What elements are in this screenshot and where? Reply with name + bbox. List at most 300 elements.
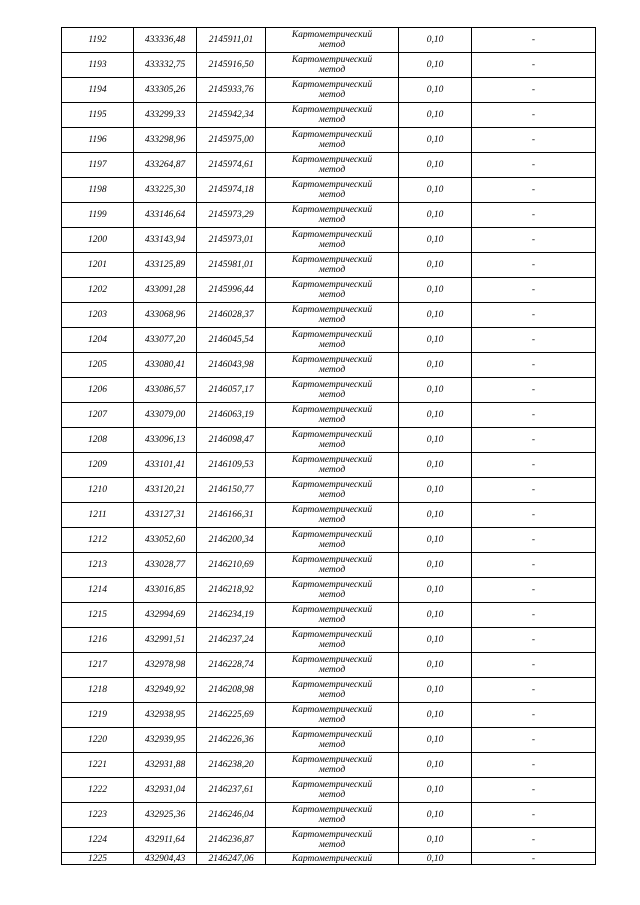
x-coordinate-cell: 433305,26: [134, 78, 197, 103]
point-number-cell: 1203: [62, 303, 134, 328]
method-line-2: метод: [318, 740, 346, 750]
accuracy-cell: 0,10: [399, 453, 472, 478]
table-row: [62, 528, 596, 553]
x-coordinate-cell: 432939,95: [134, 728, 197, 753]
point-number-cell: 1219: [62, 703, 134, 728]
method-line-2: метод: [318, 340, 346, 350]
accuracy-cell: 0,10: [399, 578, 472, 603]
table-row: [62, 803, 596, 828]
method-cell: [266, 728, 399, 753]
table-row: [62, 653, 596, 678]
y-coordinate-cell: 2145981,01: [197, 253, 266, 278]
y-coordinate-cell: 2146063,19: [197, 403, 266, 428]
point-number-cell: 1194: [62, 78, 134, 103]
accuracy-cell: 0,10: [399, 78, 472, 103]
table-row: [62, 28, 596, 53]
method-line-2: метод: [318, 315, 346, 325]
x-coordinate-cell: 433077,20: [134, 328, 197, 353]
point-number-cell: 1208: [62, 428, 134, 453]
method-cell: [266, 428, 399, 453]
point-number-cell: 1222: [62, 778, 134, 803]
y-coordinate-cell: 2145933,76: [197, 78, 266, 103]
point-number-cell: 1211: [62, 503, 134, 528]
method-line-1: Картометрический: [291, 630, 373, 640]
accuracy-cell: 0,10: [399, 278, 472, 303]
y-coordinate-cell: 2146237,24: [197, 628, 266, 653]
table-row: [62, 228, 596, 253]
table-row: [62, 103, 596, 128]
method-line-2: метод: [318, 140, 346, 150]
method-cell: [266, 453, 399, 478]
x-coordinate-cell: 433016,85: [134, 578, 197, 603]
x-coordinate-cell: 433101,41: [134, 453, 197, 478]
method-line-2: метод: [318, 440, 346, 450]
accuracy-cell: 0,10: [399, 53, 472, 78]
x-coordinate-cell: 433028,77: [134, 553, 197, 578]
method-line-2: метод: [318, 715, 346, 725]
x-coordinate-cell: 433091,28: [134, 278, 197, 303]
coordinates-table-body: [62, 28, 596, 865]
accuracy-cell: 0,10: [399, 378, 472, 403]
x-coordinate-cell: 432931,04: [134, 778, 197, 803]
method-cell: [266, 503, 399, 528]
method-line-1: Картометрический: [291, 455, 373, 465]
y-coordinate-cell: 2146057,17: [197, 378, 266, 403]
accuracy-cell: 0,10: [399, 28, 472, 53]
accuracy-cell: 0,10: [399, 678, 472, 703]
method-line-2: метод: [318, 765, 346, 775]
y-coordinate-cell: 2145975,00: [197, 128, 266, 153]
accuracy-cell: 0,10: [399, 178, 472, 203]
method-line-2: метод: [318, 90, 346, 100]
accuracy-cell: 0,10: [399, 553, 472, 578]
point-number-cell: 1215: [62, 603, 134, 628]
point-number-cell: 1192: [62, 28, 134, 53]
method-line-2: метод: [318, 465, 346, 475]
note-cell: -: [472, 303, 596, 328]
method-line-2: метод: [318, 515, 346, 525]
y-coordinate-cell: 2146098,47: [197, 428, 266, 453]
accuracy-cell: 0,10: [399, 153, 472, 178]
method-cell: [266, 278, 399, 303]
method-line-2: метод: [318, 640, 346, 650]
x-coordinate-cell: 433264,87: [134, 153, 197, 178]
table-row: [62, 428, 596, 453]
y-coordinate-cell: 2146226,36: [197, 728, 266, 753]
x-coordinate-cell: 433225,30: [134, 178, 197, 203]
accuracy-cell: 0,10: [399, 103, 472, 128]
y-coordinate-cell: 2146043,98: [197, 353, 266, 378]
accuracy-cell: 0,10: [399, 328, 472, 353]
method-line-2: метод: [318, 840, 346, 850]
point-number-cell: 1218: [62, 678, 134, 703]
table-row: [62, 53, 596, 78]
note-cell: -: [472, 853, 596, 865]
method-line-1: Картометрический: [291, 605, 373, 615]
note-cell: -: [472, 478, 596, 503]
method-line-1: Картометрический: [291, 180, 373, 190]
note-cell: -: [472, 28, 596, 53]
y-coordinate-cell: 2146236,87: [197, 828, 266, 853]
method-line-2: метод: [318, 390, 346, 400]
method-line-2: метод: [318, 265, 346, 275]
accuracy-cell: 0,10: [399, 203, 472, 228]
note-cell: -: [472, 553, 596, 578]
x-coordinate-cell: 432911,64: [134, 828, 197, 853]
method-line-2: метод: [318, 590, 346, 600]
method-cell: [266, 128, 399, 153]
accuracy-cell: 0,10: [399, 478, 472, 503]
note-cell: -: [472, 528, 596, 553]
method-line-2: метод: [318, 365, 346, 375]
table-row: [62, 78, 596, 103]
method-line-2: метод: [318, 490, 346, 500]
point-number-cell: 1200: [62, 228, 134, 253]
method-line-2: метод: [318, 40, 346, 50]
table-row: [62, 328, 596, 353]
y-coordinate-cell: 2145974,18: [197, 178, 266, 203]
point-number-cell: 1204: [62, 328, 134, 353]
note-cell: -: [472, 678, 596, 703]
note-cell: -: [472, 828, 596, 853]
method-line-1: Картометрический: [291, 480, 373, 490]
accuracy-cell: 0,10: [399, 228, 472, 253]
method-line-1: Картометрический: [291, 705, 373, 715]
x-coordinate-cell: 432925,36: [134, 803, 197, 828]
method-line-1: Картометрический: [291, 530, 373, 540]
method-line-1: Картометрический: [291, 405, 373, 415]
method-cell: [266, 228, 399, 253]
method-line-2: метод: [318, 415, 346, 425]
x-coordinate-cell: 433336,48: [134, 28, 197, 53]
note-cell: -: [472, 353, 596, 378]
y-coordinate-cell: 2146150,77: [197, 478, 266, 503]
accuracy-cell: 0,10: [399, 353, 472, 378]
accuracy-cell: 0,10: [399, 803, 472, 828]
method-line-2: метод: [318, 615, 346, 625]
y-coordinate-cell: 2146218,92: [197, 578, 266, 603]
method-cell: [266, 353, 399, 378]
accuracy-cell: 0,10: [399, 728, 472, 753]
y-coordinate-cell: 2145973,29: [197, 203, 266, 228]
y-coordinate-cell: 2146210,69: [197, 553, 266, 578]
method-line-1: Картометрический: [291, 505, 373, 515]
method-cell: [266, 778, 399, 803]
accuracy-cell: 0,10: [399, 128, 472, 153]
x-coordinate-cell: 433143,94: [134, 228, 197, 253]
method-line-1: Картометрический: [291, 105, 373, 115]
point-number-cell: 1213: [62, 553, 134, 578]
method-cell: [266, 378, 399, 403]
method-cell: [266, 28, 399, 53]
table-row: [62, 353, 596, 378]
method-line-2: метод: [318, 215, 346, 225]
note-cell: -: [472, 78, 596, 103]
y-coordinate-cell: 2145942,34: [197, 103, 266, 128]
method-line-1: Картометрический: [291, 380, 373, 390]
x-coordinate-cell: 432938,95: [134, 703, 197, 728]
method-cell: [266, 703, 399, 728]
method-line-1: Картометрический: [291, 255, 373, 265]
method-line-2: метод: [318, 665, 346, 675]
accuracy-cell: 0,10: [399, 628, 472, 653]
note-cell: -: [472, 128, 596, 153]
accuracy-cell: 0,10: [399, 303, 472, 328]
method-line-1: Картометрический: [291, 30, 373, 40]
y-coordinate-cell: 2145911,01: [197, 28, 266, 53]
note-cell: -: [472, 703, 596, 728]
method-cell: [266, 853, 399, 865]
accuracy-cell: 0,10: [399, 653, 472, 678]
accuracy-cell: 0,10: [399, 853, 472, 865]
point-number-cell: 1201: [62, 253, 134, 278]
table-row: [62, 253, 596, 278]
accuracy-cell: 0,10: [399, 253, 472, 278]
point-number-cell: 1197: [62, 153, 134, 178]
method-cell: [266, 678, 399, 703]
table-row: [62, 628, 596, 653]
y-coordinate-cell: 2145973,01: [197, 228, 266, 253]
method-cell: [266, 528, 399, 553]
y-coordinate-cell: 2145916,50: [197, 53, 266, 78]
point-number-cell: 1206: [62, 378, 134, 403]
note-cell: -: [472, 103, 596, 128]
method-cell: [266, 603, 399, 628]
table-row: [62, 553, 596, 578]
method-line-1: Картометрический: [291, 205, 373, 215]
y-coordinate-cell: 2146225,69: [197, 703, 266, 728]
method-cell: [266, 78, 399, 103]
x-coordinate-cell: 432904,43: [134, 853, 197, 865]
method-cell: [266, 803, 399, 828]
table-row: [62, 378, 596, 403]
note-cell: -: [472, 53, 596, 78]
method-line-1: Картометрический: [291, 330, 373, 340]
note-cell: -: [472, 728, 596, 753]
method-line-1: Картометрический: [291, 355, 373, 365]
note-cell: -: [472, 278, 596, 303]
y-coordinate-cell: 2146237,61: [197, 778, 266, 803]
method-cell: [266, 628, 399, 653]
y-coordinate-cell: 2146045,54: [197, 328, 266, 353]
method-line-1: Картометрический: [291, 305, 373, 315]
method-line-2: метод: [318, 240, 346, 250]
point-number-cell: 1205: [62, 353, 134, 378]
y-coordinate-cell: 2145974,61: [197, 153, 266, 178]
table-row: [62, 303, 596, 328]
x-coordinate-cell: 433096,13: [134, 428, 197, 453]
accuracy-cell: 0,10: [399, 703, 472, 728]
method-cell: [266, 753, 399, 778]
table-row: [62, 853, 596, 865]
x-coordinate-cell: 433127,31: [134, 503, 197, 528]
table-row: [62, 578, 596, 603]
note-cell: -: [472, 653, 596, 678]
point-number-cell: 1193: [62, 53, 134, 78]
note-cell: -: [472, 503, 596, 528]
method-line-1: Картометрический: [291, 55, 373, 65]
method-line-1: Картометрический: [291, 805, 373, 815]
method-line-2: метод: [318, 565, 346, 575]
table-row: [62, 703, 596, 728]
accuracy-cell: 0,10: [399, 603, 472, 628]
point-number-cell: 1207: [62, 403, 134, 428]
table-row: [62, 478, 596, 503]
point-number-cell: 1225: [62, 853, 134, 865]
point-number-cell: 1221: [62, 753, 134, 778]
method-line-1: Картометрический: [291, 230, 373, 240]
y-coordinate-cell: 2146234,19: [197, 603, 266, 628]
coordinates-table-page: [61, 27, 595, 865]
point-number-cell: 1202: [62, 278, 134, 303]
method-cell: [266, 178, 399, 203]
table-row: [62, 603, 596, 628]
table-row: [62, 278, 596, 303]
x-coordinate-cell: 432978,98: [134, 653, 197, 678]
point-number-cell: 1214: [62, 578, 134, 603]
point-number-cell: 1195: [62, 103, 134, 128]
method-line-1: Картометрический: [291, 830, 373, 840]
note-cell: -: [472, 753, 596, 778]
method-cell: [266, 403, 399, 428]
table-row: [62, 503, 596, 528]
table-row: [62, 403, 596, 428]
method-cell: [266, 828, 399, 853]
y-coordinate-cell: 2146238,20: [197, 753, 266, 778]
method-line-1: Картометрический: [291, 155, 373, 165]
method-line-1: Картометрический: [291, 755, 373, 765]
method-line-1: Картометрический: [291, 730, 373, 740]
x-coordinate-cell: 432931,88: [134, 753, 197, 778]
note-cell: -: [472, 778, 596, 803]
method-line-2: метод: [318, 690, 346, 700]
table-row: [62, 128, 596, 153]
accuracy-cell: 0,10: [399, 778, 472, 803]
method-cell: [266, 553, 399, 578]
x-coordinate-cell: 433086,57: [134, 378, 197, 403]
method-line-2: метод: [318, 115, 346, 125]
method-cell: [266, 53, 399, 78]
y-coordinate-cell: 2146247,06: [197, 853, 266, 865]
table-row: [62, 453, 596, 478]
x-coordinate-cell: 433079,00: [134, 403, 197, 428]
method-cell: [266, 328, 399, 353]
table-row: [62, 203, 596, 228]
table-row: [62, 778, 596, 803]
point-number-cell: 1224: [62, 828, 134, 853]
x-coordinate-cell: 433125,89: [134, 253, 197, 278]
method-line-1: Картометрический: [291, 655, 373, 665]
x-coordinate-cell: 433080,41: [134, 353, 197, 378]
method-line-1: Картометрический: [291, 280, 373, 290]
method-line-1: Картометрический: [291, 680, 373, 690]
x-coordinate-cell: 433052,60: [134, 528, 197, 553]
note-cell: -: [472, 803, 596, 828]
method-line-2: метод: [318, 540, 346, 550]
method-cell: [266, 578, 399, 603]
point-number-cell: 1209: [62, 453, 134, 478]
y-coordinate-cell: 2146246,04: [197, 803, 266, 828]
note-cell: -: [472, 628, 596, 653]
table-row: [62, 678, 596, 703]
x-coordinate-cell: 433332,75: [134, 53, 197, 78]
x-coordinate-cell: 433298,96: [134, 128, 197, 153]
note-cell: -: [472, 378, 596, 403]
method-cell: [266, 153, 399, 178]
method-cell: [266, 478, 399, 503]
method-line-1: Картометрический: [291, 80, 373, 90]
method-line-1: Картометрический: [291, 130, 373, 140]
point-number-cell: 1223: [62, 803, 134, 828]
table-row: [62, 728, 596, 753]
method-line-2: метод: [318, 190, 346, 200]
point-number-cell: 1220: [62, 728, 134, 753]
method-line-1: Картометрический: [291, 580, 373, 590]
point-number-cell: 1216: [62, 628, 134, 653]
x-coordinate-cell: 433120,21: [134, 478, 197, 503]
point-number-cell: 1199: [62, 203, 134, 228]
method-line-2: метод: [318, 65, 346, 75]
point-number-cell: 1198: [62, 178, 134, 203]
x-coordinate-cell: 433146,64: [134, 203, 197, 228]
note-cell: -: [472, 153, 596, 178]
y-coordinate-cell: 2146208,98: [197, 678, 266, 703]
x-coordinate-cell: 433299,33: [134, 103, 197, 128]
note-cell: -: [472, 453, 596, 478]
note-cell: -: [472, 228, 596, 253]
method-line-2: метод: [318, 165, 346, 175]
method-line-1: Картометрический: [291, 780, 373, 790]
accuracy-cell: 0,10: [399, 503, 472, 528]
method-line-1: Картометрический: [291, 555, 373, 565]
x-coordinate-cell: 433068,96: [134, 303, 197, 328]
accuracy-cell: 0,10: [399, 403, 472, 428]
accuracy-cell: 0,10: [399, 828, 472, 853]
table-row: [62, 153, 596, 178]
x-coordinate-cell: 432949,92: [134, 678, 197, 703]
table-row: [62, 178, 596, 203]
note-cell: -: [472, 603, 596, 628]
note-cell: -: [472, 203, 596, 228]
method-line-2: метод: [318, 815, 346, 825]
point-number-cell: 1196: [62, 128, 134, 153]
accuracy-cell: 0,10: [399, 528, 472, 553]
y-coordinate-cell: 2146166,31: [197, 503, 266, 528]
accuracy-cell: 0,10: [399, 428, 472, 453]
x-coordinate-cell: 432994,69: [134, 603, 197, 628]
method-line-1: Картометрический: [291, 853, 373, 864]
note-cell: -: [472, 178, 596, 203]
method-cell: [266, 253, 399, 278]
method-line-2: метод: [318, 290, 346, 300]
y-coordinate-cell: 2146228,74: [197, 653, 266, 678]
coordinates-table: [61, 27, 596, 865]
table-row: [62, 753, 596, 778]
y-coordinate-cell: 2145996,44: [197, 278, 266, 303]
y-coordinate-cell: 2146200,34: [197, 528, 266, 553]
x-coordinate-cell: 432991,51: [134, 628, 197, 653]
point-number-cell: 1217: [62, 653, 134, 678]
y-coordinate-cell: 2146109,53: [197, 453, 266, 478]
accuracy-cell: 0,10: [399, 753, 472, 778]
point-number-cell: 1210: [62, 478, 134, 503]
table-row: [62, 828, 596, 853]
note-cell: -: [472, 253, 596, 278]
note-cell: -: [472, 403, 596, 428]
y-coordinate-cell: 2146028,37: [197, 303, 266, 328]
method-line-2: метод: [318, 790, 346, 800]
note-cell: -: [472, 428, 596, 453]
